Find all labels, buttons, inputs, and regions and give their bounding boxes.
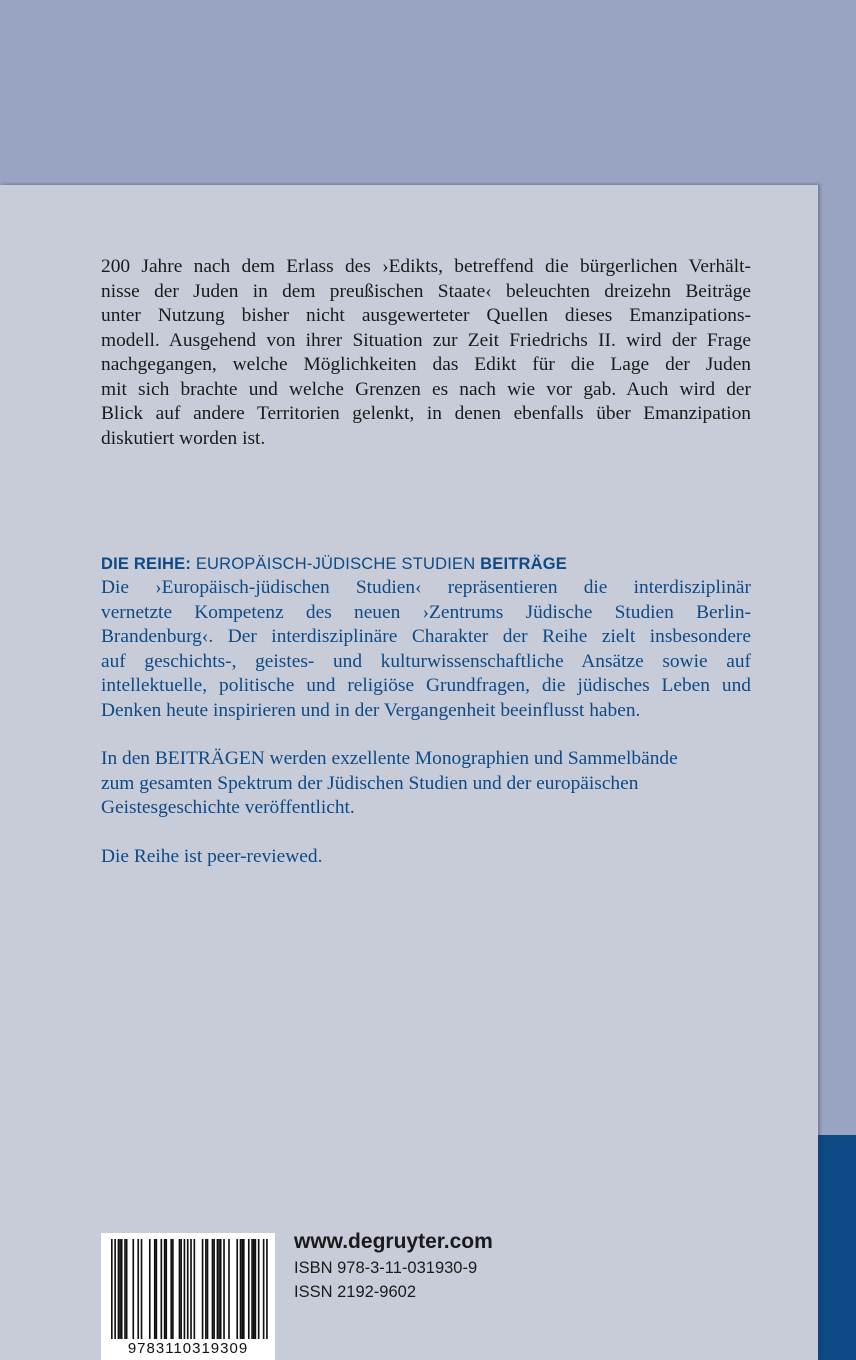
series-heading-name: EUROPÄISCH-JÜDISCHE STUDIEN xyxy=(195,555,476,573)
series-description xyxy=(101,552,751,869)
barcode-bar xyxy=(236,1239,238,1339)
barcode-bar xyxy=(218,1239,220,1339)
isbn-barcode xyxy=(101,1233,275,1360)
barcode-bar xyxy=(165,1239,167,1339)
publisher-info xyxy=(294,1228,493,1304)
barcode-bars xyxy=(101,1233,275,1341)
series-line: Brandenburg‹. Der interdisziplinäre Charakter der Reihe zielt insbesondere xyxy=(101,626,751,647)
barcode-bar xyxy=(217,1239,219,1339)
barcode-bar xyxy=(137,1239,139,1339)
barcode-bar xyxy=(228,1239,230,1339)
barcode-bar xyxy=(114,1239,116,1339)
barcode-bar xyxy=(121,1239,123,1339)
blurb-line: nachgegangen, welche Möglichkeiten das Edikt für die Lage der Juden xyxy=(101,354,751,375)
series-line: Denken heute inspirieren und in der Vergangenheit beeinflusst haben. xyxy=(101,699,641,721)
barcode-bar xyxy=(248,1239,250,1339)
barcode-bar xyxy=(132,1239,134,1339)
blurb-line: nisse der Juden in dem preußischen Staate‹ beleuchten dreizehn Beiträge xyxy=(101,280,751,302)
series-heading xyxy=(101,552,751,576)
book-blurb xyxy=(101,255,751,451)
series-heading-prefix: DIE REIHE: xyxy=(101,555,192,573)
blurb-line: diskutiert worden ist. xyxy=(101,427,266,449)
barcode-bar xyxy=(170,1239,172,1339)
issn-number: ISSN 2192-9602 xyxy=(294,1283,417,1301)
barcode-bar xyxy=(164,1239,166,1339)
barcode-bar xyxy=(207,1239,209,1339)
series-line: intellektuelle, politische und religiöse Grundfragen, die jüdisches Leben und xyxy=(101,675,751,696)
barcode-bar xyxy=(213,1239,215,1339)
barcode-bar xyxy=(241,1239,243,1339)
publisher-url[interactable]: www.degruyter.com xyxy=(294,1230,493,1253)
barcode-bar xyxy=(212,1239,214,1339)
barcode-bar xyxy=(180,1239,182,1339)
barcode-bar xyxy=(202,1239,204,1339)
barcode-bar xyxy=(161,1239,163,1339)
barcode-bar xyxy=(190,1239,192,1339)
barcode-bar xyxy=(184,1239,186,1339)
series-line: In den BEITRÄGEN werden exzellente Monographien und Sammelbände xyxy=(101,748,678,769)
series-line: Geistesgeschichte veröffentlicht. xyxy=(101,797,355,818)
barcode-bar xyxy=(251,1239,253,1339)
barcode-bar xyxy=(111,1239,113,1339)
barcode-bar xyxy=(187,1239,189,1339)
barcode-bar xyxy=(124,1239,126,1339)
barcode-bar xyxy=(240,1239,242,1339)
barcode-bar xyxy=(154,1239,156,1339)
blurb-line: unter Nutzung bisher nicht ausgewerteter Quellen dieses Emanzipations- xyxy=(101,305,751,326)
barcode-bar xyxy=(253,1239,255,1339)
series-line: zum gesamten Spektrum der Jüdischen Studien und der europäischen xyxy=(101,772,639,794)
barcode-bar xyxy=(149,1239,151,1339)
barcode-bar xyxy=(141,1239,143,1339)
barcode-bar xyxy=(172,1239,174,1339)
blurb-line: modell. Ausgehend von ihrer Situation zur Zeit Friedrichs II. wird der Frage xyxy=(101,329,751,351)
series-line: auf geschichts-, geistes- und kulturwissenschaftliche Ansätze sowie auf xyxy=(101,650,751,672)
series-paragraph-3 xyxy=(101,845,751,870)
series-heading-suffix: BEITRÄGE xyxy=(480,555,567,573)
barcode-bar xyxy=(255,1239,257,1339)
blurb-line: Blick auf andere Territorien gelenkt, in denen ebenfalls über Emanzipation xyxy=(101,403,751,424)
blurb-line: 200 Jahre nach dem Erlass des ›Edikts, betreffend die bürgerlichen Verhält- xyxy=(101,256,751,277)
barcode-bar xyxy=(126,1239,128,1339)
barcode-bar xyxy=(156,1239,158,1339)
barcode-bar xyxy=(263,1239,265,1339)
series-line: vernetzte Kompetenz des neuen ›Zentrums Jüdische Studien Berlin- xyxy=(101,601,751,623)
series-line: Die Reihe ist peer-reviewed. xyxy=(101,845,323,867)
barcode-bar xyxy=(220,1239,222,1339)
barcode-bar xyxy=(205,1239,207,1339)
blurb-line: mit sich brachte und welche Grenzen es nach wie vor gab. Auch wird der xyxy=(101,378,751,400)
barcode-digits: 9783110319309 xyxy=(127,1340,249,1357)
barcode-bar xyxy=(243,1239,245,1339)
barcode-bar xyxy=(118,1239,120,1339)
barcode-bar xyxy=(194,1239,196,1339)
series-paragraph-2 xyxy=(101,747,751,821)
series-paragraph-1 xyxy=(101,576,751,723)
spine-accent-bar xyxy=(818,1135,856,1360)
barcode-bar xyxy=(119,1239,121,1339)
isbn-number: ISBN 978-3-11-031930-9 xyxy=(294,1259,478,1277)
barcode-bar xyxy=(258,1239,260,1339)
barcode-bar xyxy=(223,1239,225,1339)
barcode-bar xyxy=(179,1239,181,1339)
series-line: Die ›Europäisch-jüdischen Studien‹ repräsentieren die interdisziplinär xyxy=(101,577,751,598)
barcode-bar xyxy=(266,1239,268,1339)
back-cover-panel xyxy=(0,185,818,1360)
